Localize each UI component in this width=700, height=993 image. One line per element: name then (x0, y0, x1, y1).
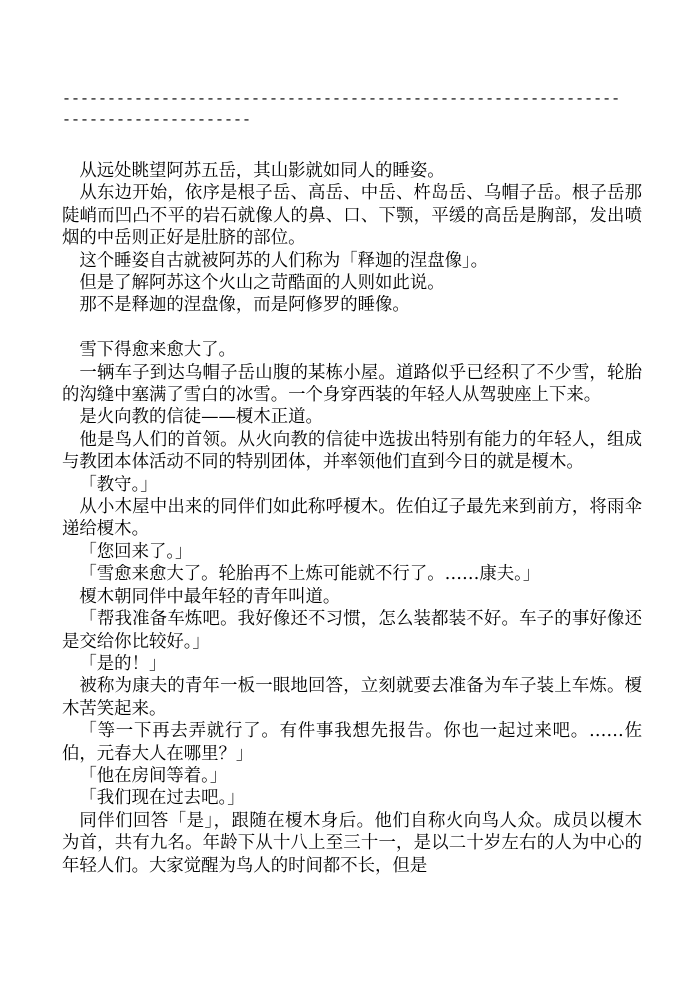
paragraph: 那不是释迦的涅盘像，而是阿修罗的睡像。 (79, 295, 410, 316)
paragraph: 他是鸟人们的首领。从火向教的信徒中选拔出特别有能力的年轻人，组成与教团本体活动不同的特别团体，并率领他们直到今日的就是榎木。 (62, 429, 642, 473)
paragraph: 「我们现在过去吧。」 (79, 788, 245, 809)
paragraph: 「等一下再去弄就行了。有件事我想先报告。你也一起过来吧。……佐伯，元春大人在哪里？」 (62, 721, 642, 764)
paragraph: 「他在房间等着。」 (79, 765, 228, 786)
blank-line (62, 317, 642, 339)
paragraph: 「您回来了。」 (79, 541, 193, 562)
paragraph: 「是的！」 (79, 653, 167, 674)
separator-line: --------------------- (62, 112, 252, 129)
paragraph: 这个睡姿自古就被阿苏的人们称为「释迦的涅盘像」。 (79, 250, 489, 271)
paragraph: 一辆车子到达乌帽子岳山腹的某栋小屋。道路似乎已经积了不少雪，轮胎的沟缝中塞满了雪白的冰雪。一个身穿西装的年轻人从驾驶座上下来。 (62, 362, 642, 406)
paragraph: 榎木朝同伴中最年轻的青年叫道。 (79, 586, 341, 607)
paragraph: 是火向教的信徒——榎木正道。 (79, 407, 323, 428)
body-text (62, 160, 642, 877)
paragraph: 被称为康夫的青年一板一眼地回答，立刻就要去准备为车子装上车炼。榎木苦笑起来。 (62, 676, 642, 719)
paragraph: 「雪愈来愈大了。轮胎再不上炼可能就不行了。……康夫。」 (79, 564, 541, 585)
paragraph: 从小木屋中出来的同伴们如此称呼榎木。佐伯辽子最先来到前方，将雨伞递给榎木。 (62, 497, 642, 540)
paragraph: 雪下得愈来愈大了。 (79, 340, 236, 361)
separator-line: -------------------------------------------------------------- (62, 91, 621, 108)
paragraph: 从远处眺望阿苏五岳，其山影就如同人的睡姿。 (79, 161, 445, 181)
paragraph: 「帮我准备车炼吧。我好像还不习惯，怎么装都装不好。车子的事好像还是交给你比较好。」 (62, 609, 642, 652)
paragraph: 「教守。」 (79, 474, 158, 495)
paragraph: 同伴们回答「是」，跟随在榎木身后。他们自称火向鸟人众。成员以榎木为首，共有九名。年龄下从十八上至三十一，是以二十岁左右的人为中心的年轻人们。大家觉醒为鸟人的时间都不长，但是 (62, 810, 642, 876)
paragraph: 但是了解阿苏这个火山之苛酷面的人则如此说。 (79, 273, 445, 294)
paragraph: 从东边开始，依序是根子岳、高岳、中岳、杵岛岳、乌帽子岳。根子岳那陡峭而凹凸不平的岩石就像人的鼻、口、下颚，平缓的高岳是胸部，发出喷烟的中岳则正好是肚脐的部位。 (62, 183, 642, 249)
